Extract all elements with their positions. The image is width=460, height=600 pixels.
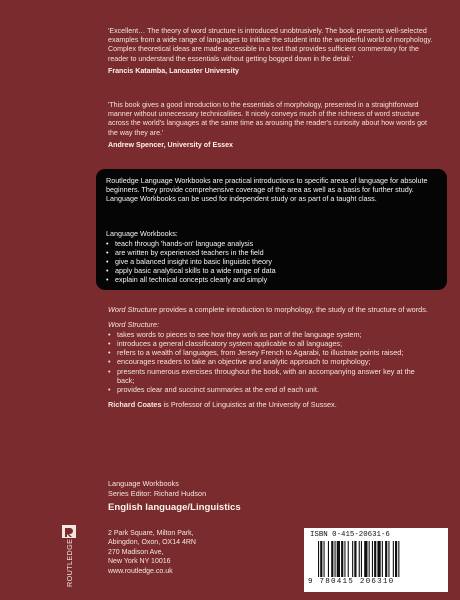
review-text: 'Excellent… The theory of word structure is introduced unobtrusively. The book presents well-selected examples from a wide range of languages to initiate the student into the wonderful world of morphology. Complex theoretical ideas are made accessible in a text that provides sufficient commentary for the reader to understand the essentials without getting bogged down in the detail.' xyxy=(108,27,433,63)
author-bio-text: is Professor of Linguistics at the University of Sussex. xyxy=(161,399,337,409)
list-item: • are written by experienced teachers in the field xyxy=(106,248,276,257)
review-author: Andrew Spencer, University of Essex xyxy=(108,140,233,149)
barcode-bar xyxy=(318,541,319,577)
review-quote xyxy=(108,27,438,76)
series-feature-list xyxy=(106,239,276,284)
list-item: • apply basic analytical skills to a wide range of data xyxy=(106,266,276,275)
barcode-bar xyxy=(344,541,345,577)
barcode-bar xyxy=(354,541,356,577)
barcode-bar xyxy=(369,541,370,577)
book-list-heading: Word Structure: xyxy=(108,320,160,330)
review-author: Francis Katamba, Lancaster University xyxy=(108,66,239,75)
book-description xyxy=(108,305,434,409)
series-credit xyxy=(108,479,206,498)
isbn-barcode xyxy=(304,528,448,592)
barcode-bar xyxy=(335,541,336,577)
subject-category: English language/Linguistics xyxy=(108,502,241,513)
barcode-bar xyxy=(395,541,397,577)
list-item: • introduces a general classificatory system applicable to all languages; xyxy=(108,339,434,348)
list-item: • refers to a wealth of languages, from Jersey French to Agarabi, to illustrate points raised; xyxy=(108,348,434,357)
barcode-bar xyxy=(393,541,394,577)
barcode-bar xyxy=(361,541,362,577)
address-line: 270 Madison Ave, xyxy=(108,548,164,556)
barcode-bar xyxy=(388,541,389,577)
list-item: • provides clear and succinct summaries at the end of each unit. xyxy=(108,385,434,394)
list-item: • teach through 'hands-on' language analysis xyxy=(106,239,276,248)
barcode-bar xyxy=(359,541,360,577)
barcode-bar xyxy=(398,541,399,577)
list-item: • give a balanced insight into basic linguistic theory xyxy=(106,257,276,266)
book-intro-text: provides a complete introduction to morphology, the study of the structure of words. xyxy=(157,305,428,314)
author-name: Richard Coates xyxy=(108,399,162,409)
barcode-bar xyxy=(382,541,383,577)
series-info-box xyxy=(96,169,447,290)
barcode-bar xyxy=(324,541,325,577)
address-line: Abingdon, Oxon, OX14 4RN xyxy=(108,539,196,547)
barcode-bar xyxy=(341,541,343,577)
author-bio xyxy=(108,400,434,409)
address-line: New York NY 10016 xyxy=(108,558,171,566)
publisher-address xyxy=(108,529,196,576)
list-item: • takes words to pieces to see how they work as part of the language system; xyxy=(108,330,434,339)
series-intro: Routledge Language Workbooks are practical introductions to specific areas of language for absolute beginners. They provide comprehensive coverage of the area as well as a basis for further study. Language Workbooks can be used for independent study or as part of a taught class. xyxy=(106,176,428,204)
barcode-bar xyxy=(348,541,349,577)
list-item: • presents numerous exercises throughout the book, with an accompanying answer key at the back; xyxy=(108,367,434,386)
barcode-bar xyxy=(374,541,376,577)
list-item: • encourages readers to take an objective and analytic approach to morphology; xyxy=(108,357,434,366)
review-text: 'This book gives a good introduction to the essentials of morphology, presented in a straightforward manner without unnecessary technicalities. It nicely conveys much of the richness of word structure across the world's languages at the same time as arousing the reader's curiosity about how words got the way they are.' xyxy=(108,101,427,137)
barcode-icon xyxy=(318,541,436,577)
barcode-bar xyxy=(337,541,340,577)
isbn-label: ISBN 0-415-20631-6 xyxy=(310,531,390,539)
list-item: • explain all technical concepts clearly and simply xyxy=(106,275,276,284)
series-list-heading: Language Workbooks: xyxy=(106,229,178,238)
barcode-bar xyxy=(385,541,387,577)
routledge-logo-icon xyxy=(62,525,76,589)
barcode-bar xyxy=(377,541,380,577)
address-line: 2 Park Square, Milton Park, xyxy=(108,530,194,537)
svg-text:ROUTLEDGE: ROUTLEDGE xyxy=(65,538,74,587)
review-quote xyxy=(108,101,438,150)
series-name: Language Workbooks xyxy=(108,479,179,488)
barcode-bar xyxy=(372,541,373,577)
barcode-bar xyxy=(328,541,329,577)
barcode-bar xyxy=(320,541,322,577)
book-title: Word Structure xyxy=(108,305,158,314)
series-editor: Series Editor: Richard Hudson xyxy=(108,488,207,498)
book-intro xyxy=(108,305,434,314)
barcode-bar xyxy=(331,541,333,577)
barcode-digits: 9 780415 206310 xyxy=(308,578,395,586)
book-feature-list xyxy=(108,330,434,395)
barcode-bar xyxy=(352,541,353,577)
barcode-bar xyxy=(364,541,367,577)
publisher-website: www.routledge.co.uk xyxy=(108,567,173,575)
